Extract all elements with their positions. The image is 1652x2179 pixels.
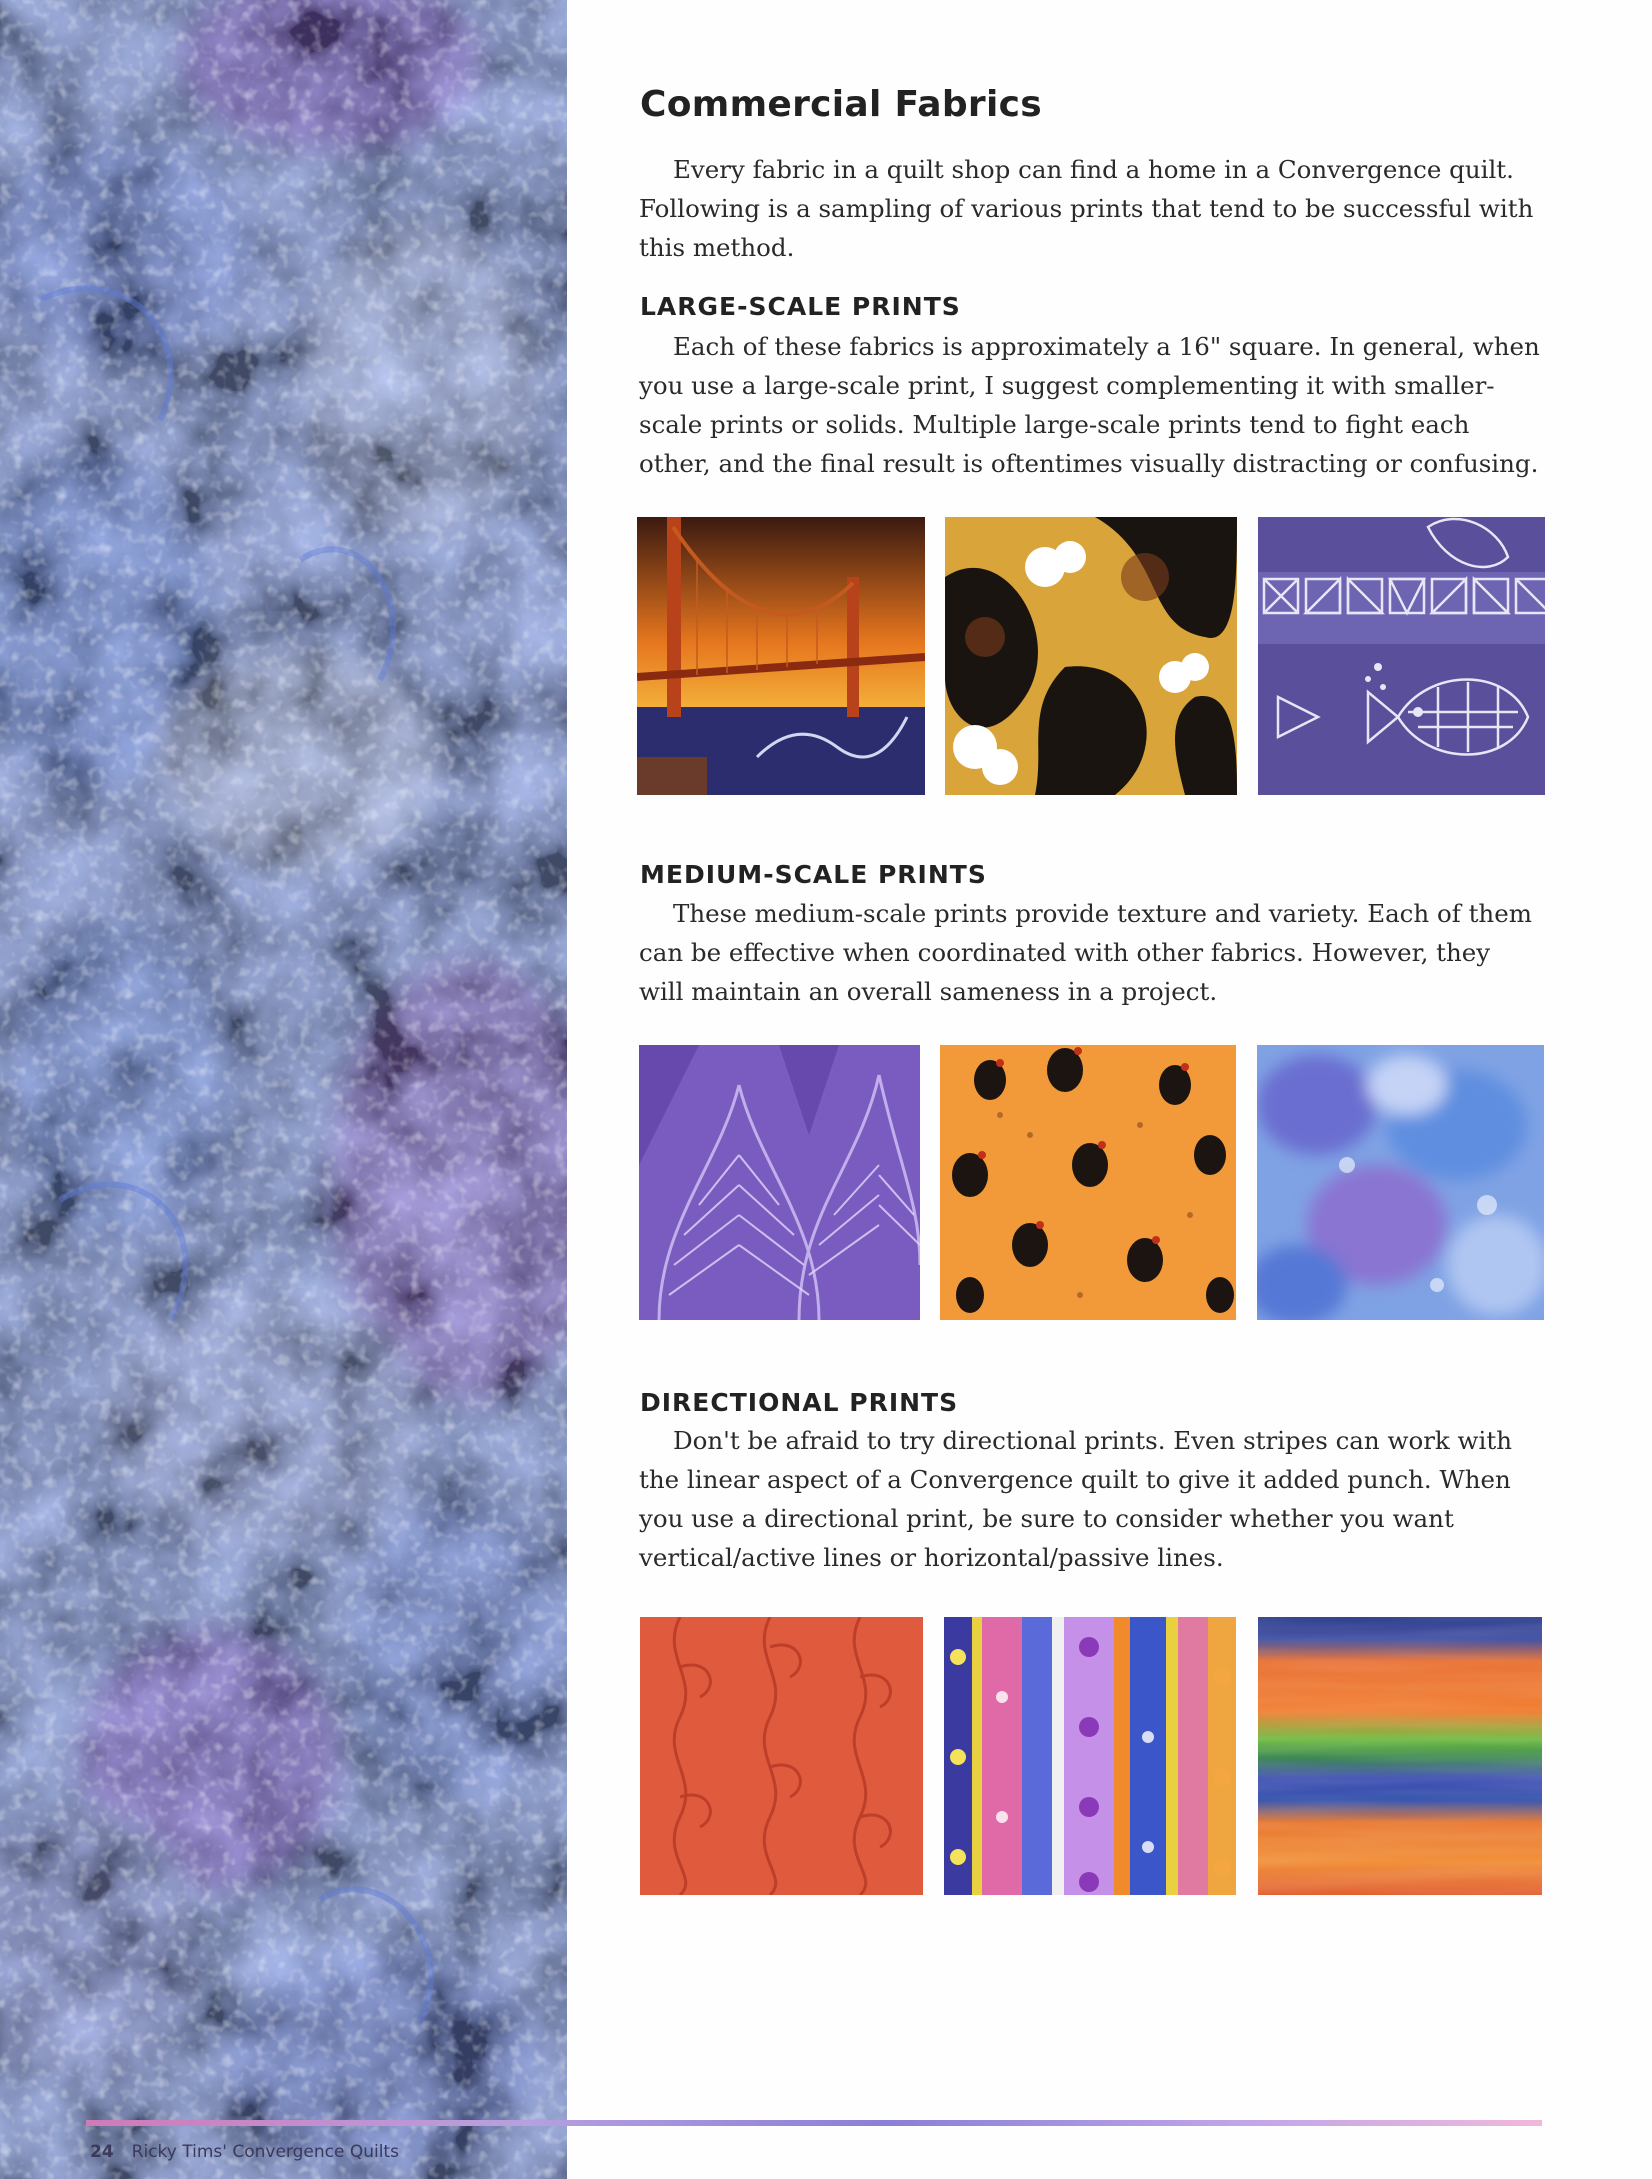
footer-rule (86, 2120, 1542, 2126)
section-title-directional: DIRECTIONAL PRINTS (640, 1388, 959, 1417)
fabric-swatch-black-swirl-floral (945, 517, 1237, 795)
section-title-large-scale: LARGE-SCALE PRINTS (640, 292, 961, 321)
fabric-swatch-golden-gate-bridge (637, 517, 925, 795)
section-body-large-scale: Each of these fabrics is approximately a 16" square. In general, when you use a large-scale print, I suggest complementing it with smaller-scale prints or solids. Multiple large-scale prints tend to fight each other, and the final result is oftentimes visually distracting or confusing. (639, 332, 1540, 478)
section-title-medium-scale: MEDIUM-SCALE PRINTS (640, 860, 987, 889)
fabric-swatch-floral-stripe (944, 1617, 1236, 1895)
hand-dyed-fabric-panel (0, 0, 567, 2179)
running-footer-title: Ricky Tims' Convergence Quilts (131, 2142, 399, 2162)
page-footer (90, 2142, 399, 2162)
page-number: 24 (90, 2142, 114, 2162)
fabric-swatch-orange-chicken (940, 1045, 1236, 1320)
fabric-swatch-rainbow-stripe (1258, 1617, 1542, 1895)
page-title: Commercial Fabrics (640, 84, 1042, 125)
section-body-medium-scale: These medium-scale prints provide texture and variety. Each of them can be effective when coordinated with other fabrics. However, they will maintain an overall sameness in a project. (639, 899, 1532, 1006)
fabric-swatch-red-scroll (640, 1617, 923, 1895)
section-body-directional: Don't be afraid to try directional prints. Even stripes can work with the linear aspect of a Convergence quilt to give it added punch. When you use a directional print, be sure to consider whether you want vertical/active lines or horizontal/passive lines. (639, 1426, 1512, 1572)
fabric-swatch-blue-mottled-floral (1257, 1045, 1544, 1320)
intro-paragraph: Every fabric in a quilt shop can find a home in a Convergence quilt. Following is a sampling of various prints that tend to be successful with this method. (639, 155, 1534, 262)
fabric-swatch-fish-and-triangle (1258, 517, 1545, 795)
fabric-swatch-purple-leaf (639, 1045, 920, 1320)
